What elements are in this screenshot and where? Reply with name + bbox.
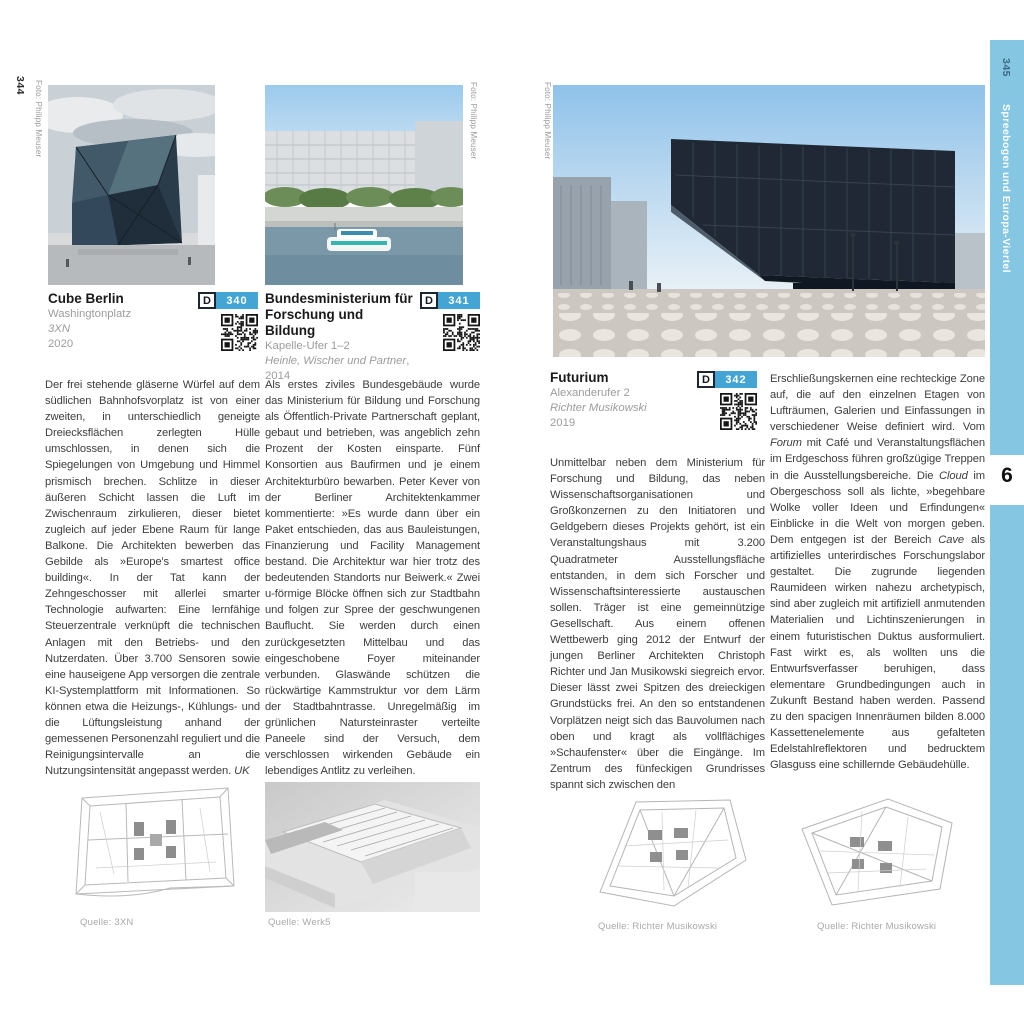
plan-caption: Quelle: 3XN (80, 917, 134, 928)
chapter-tab-lower (990, 505, 1024, 985)
photo-credit: Foto: Philipp Meuser (34, 80, 43, 158)
entry-architect: Richter Musikowski (550, 402, 647, 414)
badge-number: 341 (438, 292, 480, 309)
body-text-ministry: Als erstes ziviles Bundesgebäude wurde das Ministerium für Bildung und Forschung als Öffentlich-Private Partnerschaft geplant, gebaut und betrieben, was angeblich zehn Prozent der Kosten einsparte. Fünf Konsortien aus Baufirmen und je einem Architekturbüro bewarben. Peter Kever von der Berliner Architektenkammer kommentierte: »Es wurde dann über ein Paket entschieden, das aus Bauleistungen, Finanzierung und Facility Management bestand. Die Architektur war hier trotz des bedeutenden Standorts nur Beiwerk.« Zwei u-förmige Blöcke öffnen sich zur Stadtbahn und folgen zur Spree der geschwungenen Bauflucht. Sie werden durch einen zurückgesetzten Mittelbau und das eingeschobene Foyer miteinander verbunden. Glaswände schützen die rückwärtige Kammstruktur vor dem Lärm der Stadtbahntrasse. Unregelmäßig im grünlichen Natursteinraster verteilte Paneele sind der Versuch, dem verschlossen wirkenden Gebäude ein lebendiges Antlitz zu verleihen. (265, 379, 480, 778)
badge-district-letter: D (697, 371, 715, 388)
page-number-right: 345 (1000, 58, 1012, 78)
badge-number: 340 (216, 292, 258, 309)
floor-plan-cube-berlin (70, 782, 240, 904)
body-text-cube-berlin: Der frei stehende gläserne Würfel auf dem südlichen Bahnhofsvorplatz ist von einer zweiten, in unterschiedlich geneigte Dreiecksflächen zerlegten Hülle umschlossen, in denen sich die Spiegelungen von Umgebung und Himmel prismisch brechen. Schlitze in dieser äußeren Schicht lassen die Luft im Zwischenraum zirkulieren, dieser bietet zugleich auf jeder Ebene Raum für lange Balkone. Die Architekten bewerben das Gebilde als »Europe's smartest office building«. In der Tat kann der Zehngeschosser mit allerlei smarter Technologie aufwarten: Eine lernfähige Steuerzentrale verknüpft die technischen Anlagen mit den Betriebs- und den Nutzerdaten. Über 3.700 Sensoren sowie eine hauseigene App versorgen die zentrale KI-Systemplattform mit Informationen. So können etwa die Heizungs-, Kühlungs- und die Lüftungsleistung anhand der gemessenen Personenzahl reguliert und die Reinigungsintervalle an die Nutzungsintensität angepasst werden. UK (45, 379, 260, 778)
entry-badge (420, 292, 480, 309)
entry-head-futurium (550, 370, 700, 431)
entry-year: 2019 (550, 417, 576, 429)
body-text-futurium-col1: Unmittelbar neben dem Ministerium für Forschung und Bildung, das neben Wissenschaftsorganisationen und Großkonzernen zu den Initiatoren und Geldgebern dieses Projekts gehört, ist ein Veranstaltungshaus mit 3.200 Quadratmeter Ausstellungsfläche entstanden, in dem sich Forscher und Wissenschaftsinteressierte austauschen sollen. Träger ist eine gemeinnützige Gesellschaft. Aus einem offenen Wettbewerb ging 2012 der Entwurf der jungen Berliner Architekten Christoph Richter und Jan Musikowski siegreich ervor. Dieser lässt zwei Spitzen des dreieckigen Grundstücks frei. An den so entstandenen Vorplätzen neigt sich das Bauvolumen nach oben und kragt als vollflächiges »Schaufenster« über die Eingänge. Im Zentrum des fünfeckigen Grundrisses spannt sich zwischen den (550, 457, 765, 791)
entry-badge (697, 371, 757, 388)
futurium-photo (553, 85, 985, 357)
badge-district-letter: D (420, 292, 438, 309)
plan-caption: Quelle: Werk5 (268, 917, 331, 928)
photo-credit: Foto: Philipp Meuser (543, 82, 552, 160)
entry-title: Bundesministerium für Forschung und Bildung (265, 291, 413, 338)
plan-caption: Quelle: Richter Musikowski (817, 921, 937, 932)
ministry-model-photo (265, 782, 480, 912)
entry-address: Alexanderufer 2 (550, 387, 630, 399)
plan-caption: Quelle: Richter Musikowski (598, 921, 718, 932)
entry-architect: Heinle, Wischer und Partner, 2014 (265, 355, 410, 382)
entry-badge (198, 292, 258, 309)
floor-plan-futurium-2 (792, 793, 958, 911)
qr-code (443, 314, 480, 351)
page-number-left: 344 (14, 76, 26, 96)
badge-district-letter: D (198, 292, 216, 309)
body-text-futurium-col2: Erschließungskernen eine rechteckige Zone auf, die auf den einzelnen Etagen von Lufträumen, Galerien und Einfassungen in verschiedener Weise definiert wird. Vom Forum mit Café und Veranstaltungsflächen im Erdgeschoss führen großzügige Treppen in die Ausstellungsbereiche. Die Cloud im Obergeschoss soll als lichte, »begehbare Wolke voller Ideen und Erfindungen« Einblicke in die Welt von morgen geben. Dem entgegen ist der Bereich Cave als artifizielles unterirdisches Forschungslabor gestaltet. Die zugrunde liegenden Raumideen wirken nahezu archetypisch, sind aber zugleich mit artifiziell anmutenden Materialien und Lichtinszenierungen in einem futuristischen Duktus ausformuliert. Fast wirkt es, als wollten uns die Entwurfsverfasser beruhigen, dass elementare Grundbedingungen auch in Zukunft Bestand haben werden. Passend zu den spacigen Innenräumen bilden 8.000 Kassettenelemente aus gefalteten Edelstahlreflektoren und bedrucktem Glasguss eine schillernde Gebäudehülle. (770, 373, 986, 772)
badge-number: 342 (715, 371, 757, 388)
qr-code (221, 314, 258, 351)
photo-credit: Foto: Philipp Meuser (469, 82, 478, 160)
chapter-number: 6 (1001, 464, 1013, 487)
ministry-photo (265, 85, 463, 285)
entry-year: 2020 (48, 338, 74, 350)
cube-berlin-photo (48, 85, 215, 285)
qr-code (720, 393, 757, 430)
entry-head-ministry (265, 291, 415, 384)
entry-title: Cube Berlin (48, 291, 124, 306)
entry-address: Washingtonplatz (48, 308, 132, 320)
chapter-title: Spreebogen und Europa-Viertel (1000, 104, 1012, 273)
entry-head-cube-berlin (48, 291, 198, 352)
entry-address: Kapelle-Ufer 1–2 (265, 340, 350, 352)
entry-title: Futurium (550, 370, 609, 385)
entry-architect: 3XN (48, 323, 70, 335)
floor-plan-futurium-1 (578, 790, 750, 912)
